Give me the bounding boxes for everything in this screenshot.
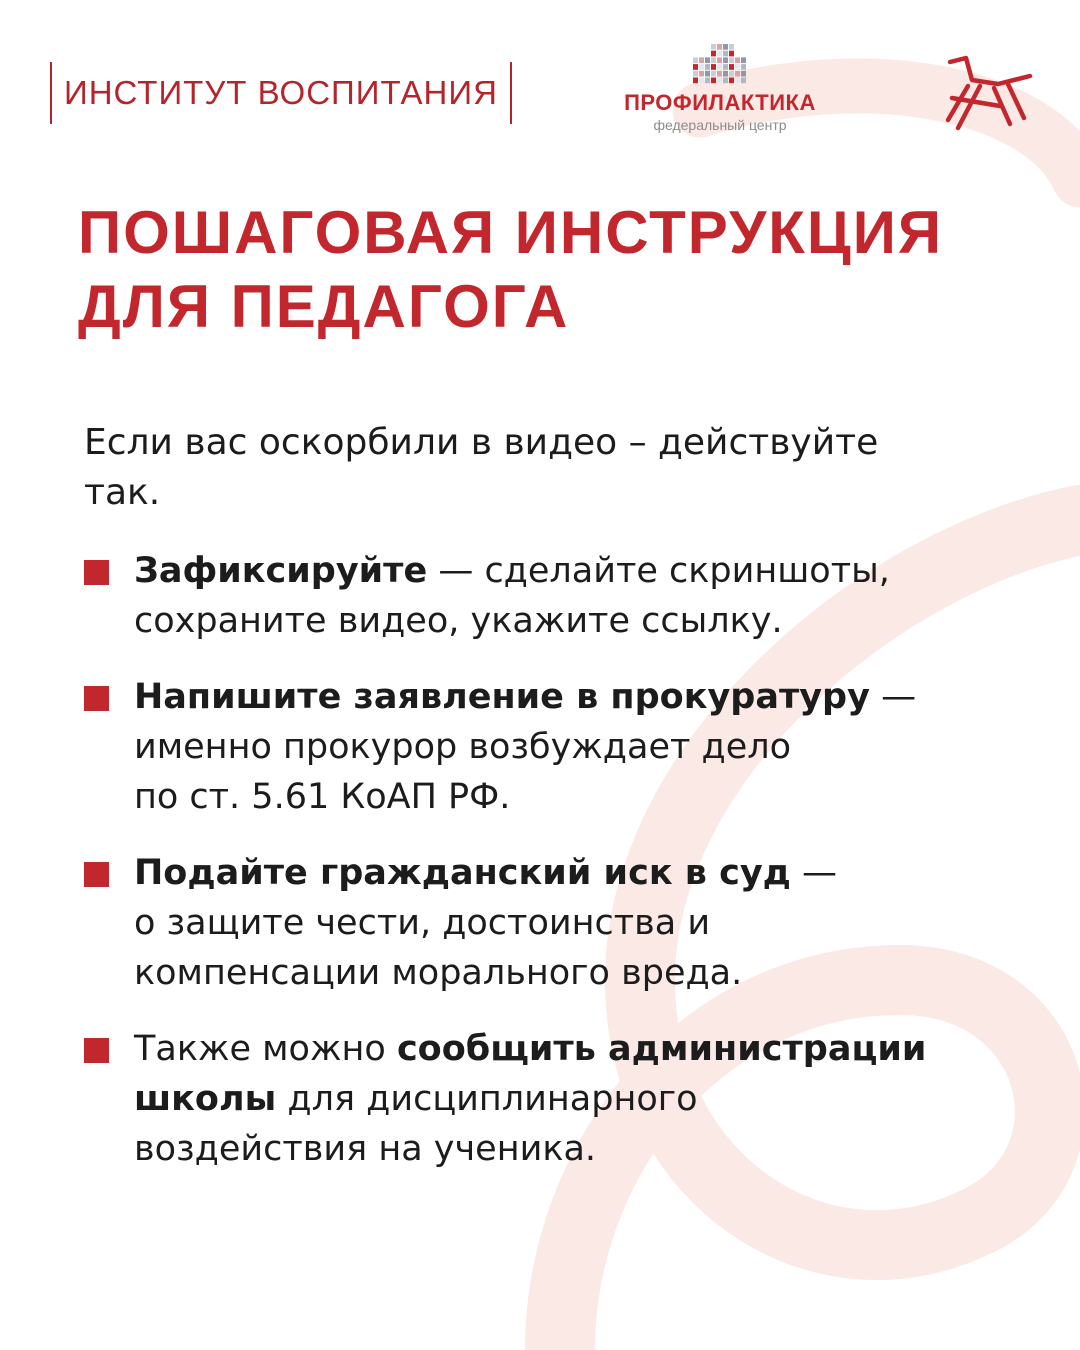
- grid-cell: [711, 78, 716, 84]
- institute-logo: ИНСТИТУТ ВОСПИТАНИЯ: [50, 62, 512, 124]
- intro-line: Если вас оскорбили в видео – действуйте: [84, 422, 879, 463]
- header: [0, 0, 1080, 160]
- grid-cell: [699, 57, 704, 63]
- step-text: —: [790, 853, 838, 893]
- step-text: Также можно: [134, 1029, 397, 1069]
- grid-cell: [717, 51, 722, 57]
- step-line: по ст. 5.61 КоАП РФ.: [134, 777, 511, 817]
- grid-cell: [729, 78, 734, 84]
- grid-cell: [693, 64, 698, 70]
- step-emphasis: сообщить администрации: [396, 1029, 927, 1069]
- grid-cell: [723, 44, 728, 50]
- grid-cell: [729, 51, 734, 57]
- grid-cell: [711, 64, 716, 70]
- grid-cell: [729, 57, 734, 63]
- pixel-grid-icon: [693, 44, 747, 84]
- page-title: [78, 196, 1038, 344]
- step-line: [134, 1074, 1024, 1124]
- grid-cell: [729, 64, 734, 70]
- square-bullet-icon: [84, 1038, 109, 1063]
- step-line: [134, 546, 1024, 596]
- title-line: ПОШАГОВАЯ ИНСТРУКЦИЯ: [78, 199, 943, 266]
- grid-cell: [711, 51, 716, 57]
- grid-cell: [741, 71, 746, 77]
- step-line: [134, 1024, 1024, 1074]
- grid-cell: [735, 64, 740, 70]
- grid-cell: [705, 64, 710, 70]
- step-line: [134, 672, 1024, 722]
- step-item-school-administration: [84, 1024, 1024, 1174]
- profilaktika-title: ПРОФИЛАКТИКА: [624, 90, 816, 115]
- step-line: о защите чести, достоинства и: [134, 903, 711, 943]
- step-text: —: [869, 677, 917, 717]
- grid-cell: [723, 64, 728, 70]
- grid-cell: [723, 78, 728, 84]
- grid-cell: [741, 78, 746, 84]
- step-emphasis: школы: [134, 1079, 277, 1119]
- step-item-record: [84, 546, 1024, 646]
- grid-cell: [711, 71, 716, 77]
- square-bullet-icon: [84, 686, 109, 711]
- steps-list: [84, 546, 1024, 1174]
- step-emphasis: Напишите заявление в прокуратуру: [134, 677, 870, 717]
- step-text: для дисциплинарного: [276, 1079, 698, 1119]
- step-line: сохраните видео, укажите ссылку.: [134, 601, 783, 641]
- square-bullet-icon: [84, 862, 109, 887]
- grid-cell: [699, 71, 704, 77]
- grid-cell: [735, 71, 740, 77]
- grid-cell: [699, 64, 704, 70]
- step-item-prosecutor: [84, 672, 1024, 822]
- grid-cell: [711, 57, 716, 63]
- grid-cell: [705, 78, 710, 84]
- grid-cell: [693, 71, 698, 77]
- grid-cell: [741, 57, 746, 63]
- grid-cell: [699, 78, 704, 84]
- step-line: [134, 848, 1024, 898]
- step-line: именно прокурор возбуждает дело: [134, 727, 792, 767]
- grid-cell: [705, 57, 710, 63]
- intro-text: [84, 418, 1004, 518]
- step-emphasis: Зафиксируйте: [134, 551, 428, 591]
- grid-cell: [735, 57, 740, 63]
- grid-cell: [741, 64, 746, 70]
- grid-cell: [693, 57, 698, 63]
- grid-cell: [693, 78, 698, 84]
- square-bullet-icon: [84, 560, 109, 585]
- grid-cell: [723, 51, 728, 57]
- grid-cell: [723, 57, 728, 63]
- grid-cell: [705, 71, 710, 77]
- title-line: ДЛЯ ПЕДАГОГА: [78, 273, 570, 340]
- step-text: — сделайте скриншоты,: [427, 551, 890, 591]
- grid-cell: [729, 71, 734, 77]
- grid-cell: [717, 64, 722, 70]
- grid-cell: [717, 57, 722, 63]
- grid-cell: [723, 71, 728, 77]
- step-line: компенсации морального вреда.: [134, 953, 743, 993]
- step-line: воздействия на ученика.: [134, 1129, 597, 1169]
- intro-line: так.: [84, 472, 161, 513]
- stylized-horse-icon: [938, 50, 1038, 134]
- step-item-lawsuit: [84, 848, 1024, 998]
- step-emphasis: Подайте гражданский иск в суд: [134, 853, 791, 893]
- grid-cell: [711, 44, 716, 50]
- grid-cell: [735, 78, 740, 84]
- grid-cell: [717, 44, 722, 50]
- grid-cell: [717, 71, 722, 77]
- profilaktika-logo: [600, 44, 840, 133]
- grid-cell: [717, 78, 722, 84]
- profilaktika-subtitle: федеральный центр: [653, 117, 787, 133]
- grid-cell: [729, 44, 734, 50]
